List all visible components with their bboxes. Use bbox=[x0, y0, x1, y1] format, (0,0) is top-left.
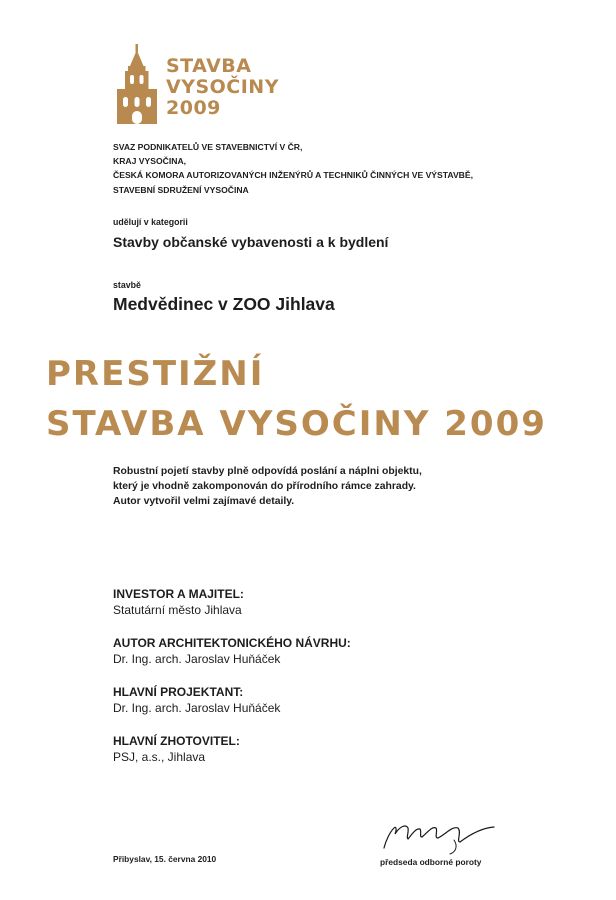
credit-architect bbox=[113, 635, 351, 667]
organization-line: KRAJ VYSOČINA, bbox=[113, 156, 187, 167]
credit-label: HLAVNÍ PROJEKTANT: bbox=[113, 685, 244, 699]
organization-line: ČESKÁ KOMORA AUTORIZOVANÝCH INŽENÝRŮ A TECHNIKŮ ČINNÝCH VE VÝSTAVBĚ, bbox=[113, 170, 473, 181]
logo bbox=[114, 44, 284, 130]
award-title-line-2: STAVBA VYSOČINY 2009 bbox=[46, 404, 547, 444]
signatory-title: předseda odborné poroty bbox=[380, 857, 482, 867]
building-name: Medvědinec v ZOO Jihlava bbox=[113, 294, 335, 314]
credits-list bbox=[113, 586, 351, 782]
jury-description bbox=[113, 464, 422, 509]
place-date: Přibyslav, 15. června 2010 bbox=[113, 854, 217, 864]
building-intro: stavbě bbox=[113, 280, 141, 290]
credit-value: Dr. Ing. arch. Jaroslav Huňáček bbox=[113, 652, 281, 666]
credit-label: HLAVNÍ ZHOTOVITEL: bbox=[113, 734, 240, 748]
credit-value: Dr. Ing. arch. Jaroslav Huňáček bbox=[113, 701, 281, 715]
award-category: Stavby občanské vybavenosti a k bydlení bbox=[113, 234, 389, 250]
award-title-line-1: PRESTIŽNÍ bbox=[46, 354, 265, 394]
credit-label: INVESTOR A MAJITEL: bbox=[113, 587, 244, 601]
logo-line-3: 2009 bbox=[166, 97, 221, 119]
logo-wordmark bbox=[166, 56, 279, 119]
description-line: Robustní pojetí stavby plně odpovídá poslání a náplni objektu, bbox=[113, 466, 422, 477]
organizations-list bbox=[113, 140, 473, 197]
tower-icon bbox=[114, 44, 160, 124]
signature bbox=[376, 812, 506, 858]
credit-investor bbox=[113, 586, 351, 618]
logo-line-1: STAVBA bbox=[166, 55, 252, 77]
credit-contractor bbox=[113, 733, 351, 765]
description-line: Autor vytvořil velmi zajímavé detaily. bbox=[113, 496, 295, 507]
credit-value: Statutární město Jihlava bbox=[113, 603, 242, 617]
credit-designer bbox=[113, 684, 351, 716]
description-line: který je vhodně zakomponován do přírodního rámce zahrady. bbox=[113, 481, 416, 492]
logo-line-2: VYSOČINY bbox=[166, 76, 279, 98]
credit-value: PSJ, a.s., Jihlava bbox=[113, 750, 206, 764]
organization-line: STAVEBNÍ SDRUŽENÍ VYSOČINA bbox=[113, 184, 249, 195]
award-intro: udělují v kategorii bbox=[113, 217, 188, 227]
credit-label: AUTOR ARCHITEKTONICKÉHO NÁVRHU: bbox=[113, 636, 351, 650]
organization-line: SVAZ PODNIKATELŮ VE STAVEBNICTVÍ V ČR, bbox=[113, 142, 303, 152]
award-title bbox=[46, 349, 547, 449]
